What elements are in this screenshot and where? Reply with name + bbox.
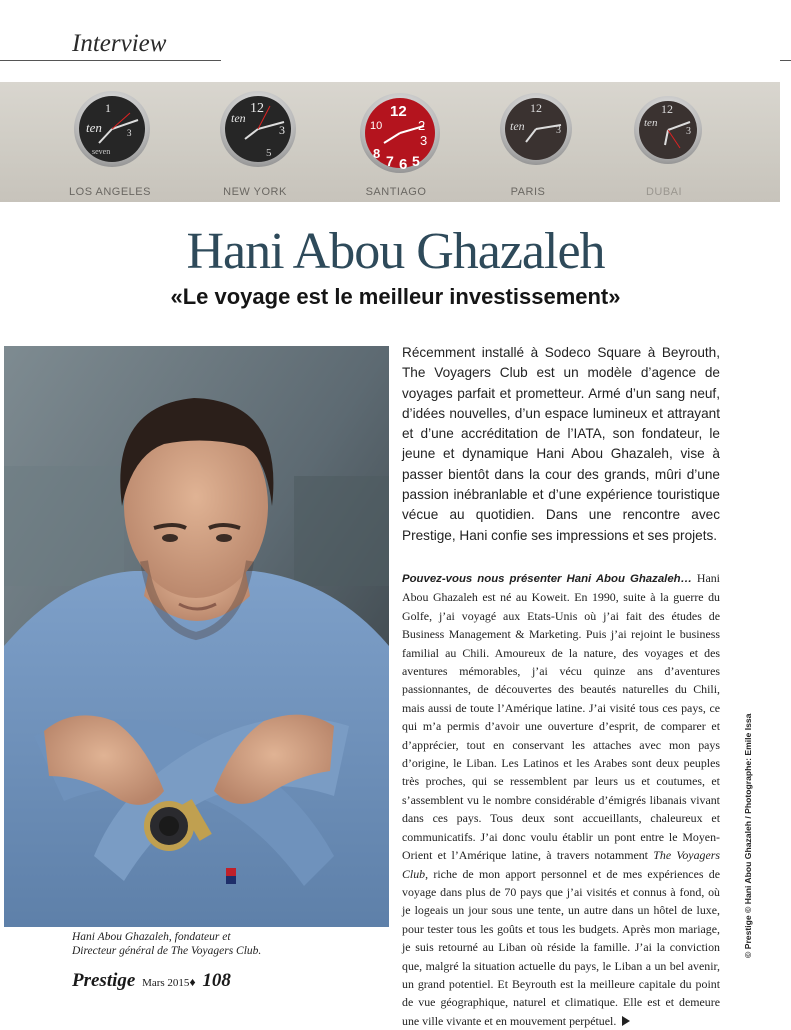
svg-text:3: 3: [279, 123, 285, 137]
svg-text:1: 1: [105, 101, 111, 115]
caption-line-2: Directeur général de The Voyagers Club.: [72, 945, 262, 957]
section-label: Interview: [72, 30, 167, 57]
portrait-photo: [4, 346, 389, 927]
clock-label-new-york: NEW YORK: [223, 186, 287, 198]
answer-text-2: , riche de mon apport personnel et de mes expériences de voyage dans plus de 70 pays que j’ai visités et connus à fond, où je logeais un jour sous une tente, un autre dans un hôtel de luxe, pour tester tous les goûts et tous les budgets. Après mon mariage, je suis retourné au Liban où réside la famille. J’ai la conviction que, malgré la situation actuelle du pays, le Liban a un bel avenir, un grand potentiel. Et Beyrouth est la meilleure capitale du point de vue géographique, naturel et climatique. Elle est et demeure une ville vivante et en mouvement perpétuel.: [402, 866, 720, 1028]
svg-text:7: 7: [386, 153, 394, 169]
svg-text:5: 5: [266, 147, 272, 159]
svg-text:3: 3: [556, 125, 561, 136]
answer-company-name: The Voyagers Club: [402, 848, 720, 881]
page-number: 108: [202, 970, 231, 991]
answer-text-1: Hani Abou Ghazaleh est né au Koweit. En 1990, suite à la guerre du Golfe, j’ai voyagé aux Etats-Unis où j’ai fait des études de Business Management & Marketing. Puis j’ai rejoint le business familial au Chili. Amoureux de la nature, des voyages et des aventures mémorables, j’ai vécu quinze ans d’aventures passionnantes, de découvertes des beautés naturelles du Chili, mais aussi de toute l’Amérique latine. J’ai visité tous ces pays, ce qui m’a permis d’avoir une ouverture d’esprit, de comparer et d’apprécier, tout en conservant les attaches avec mon pays d’origine, le Liban. Les Latinos et les Arabes sont deux peuples très proches, qui se ressemblent par leurs us et coutumes, et s’assemblent vu le nombre considérable d’émigrés libanais vivant dans ces pays. Tous deux sont accueillants, chaleureux et communicatifs. J’ai donc voulu établir un pont entre le Moyen-Orient et l’Amérique latine, à travers notamment: [402, 571, 720, 863]
svg-text:3: 3: [686, 126, 691, 137]
svg-text:ten: ten: [510, 119, 525, 133]
svg-text:10: 10: [370, 120, 383, 132]
clock-face-3: [360, 93, 440, 173]
svg-text:ten: ten: [644, 117, 658, 129]
svg-text:3: 3: [420, 133, 428, 148]
svg-text:12: 12: [530, 101, 542, 115]
clock-face-5: [634, 96, 702, 164]
svg-text:12: 12: [250, 101, 264, 116]
svg-text:5: 5: [412, 153, 420, 169]
photo-credit: © Prestige © Hani Abou Ghazaleh / Photographe: Emile Issa: [743, 713, 753, 958]
clock-label-santiago: SANTIAGO: [365, 186, 427, 198]
svg-text:8: 8: [373, 146, 381, 161]
magazine-name: Prestige: [72, 970, 136, 991]
clock-label-paris: PARIS: [510, 186, 546, 198]
clock-face-2: [220, 91, 296, 167]
clock-face-4: [500, 93, 572, 165]
svg-text:ten: ten: [86, 120, 102, 135]
intro-paragraph: Récemment installé à Sodeco Square à Beyrouth, The Voyagers Club est un modèle d’agence de voyages parfait et prometteur. Armé d’un sang neuf, d’idées nouvelles, d’un espace lumineux et attrayant et d’une accréditation de l’IATA, son fondateur, le jeune et dynamique Hani Abou Ghazaleh, vise à passer bientôt dans la cour des grands, mûri d’une passion inébranlable et d’une expérience touristique vécue au quotidien. Dans une rencontre avec Prestige, Hani confie ses impressions et ses projets.: [402, 345, 720, 543]
svg-text:2: 2: [418, 118, 426, 133]
svg-text:seven: seven: [92, 147, 111, 156]
interview-body: [402, 569, 720, 1030]
portrait-image: [4, 346, 389, 927]
diamond-separator-icon: ♦: [189, 975, 196, 989]
continue-arrow-icon: [622, 1016, 630, 1026]
svg-text:6: 6: [399, 156, 408, 173]
section-rule: [0, 60, 221, 61]
svg-text:12: 12: [661, 102, 673, 116]
article-subtitle: «Le voyage est le meilleur investissement»: [170, 284, 621, 309]
page-footer: [72, 970, 231, 992]
svg-text:ten: ten: [231, 111, 246, 125]
world-clocks-banner: [0, 82, 780, 202]
svg-text:12: 12: [390, 103, 407, 120]
issue-date: Mars 2015: [142, 977, 190, 989]
article-title: Hani Abou Ghazaleh: [186, 223, 605, 280]
caption-line-1: Hani Abou Ghazaleh, fondateur et: [72, 931, 231, 943]
svg-text:3: 3: [127, 128, 132, 138]
clock-label-los-angeles: LOS ANGELES: [69, 186, 151, 198]
clock-label-dubai: DUBAI: [645, 186, 683, 198]
photo-caption: [72, 930, 352, 958]
interview-question: Pouvez-vous nous présenter Hani Abou Ghazaleh…: [402, 573, 693, 585]
section-rule-right: [780, 60, 791, 61]
clock-face-1: [74, 91, 150, 167]
clock-wall-image: [0, 82, 780, 202]
